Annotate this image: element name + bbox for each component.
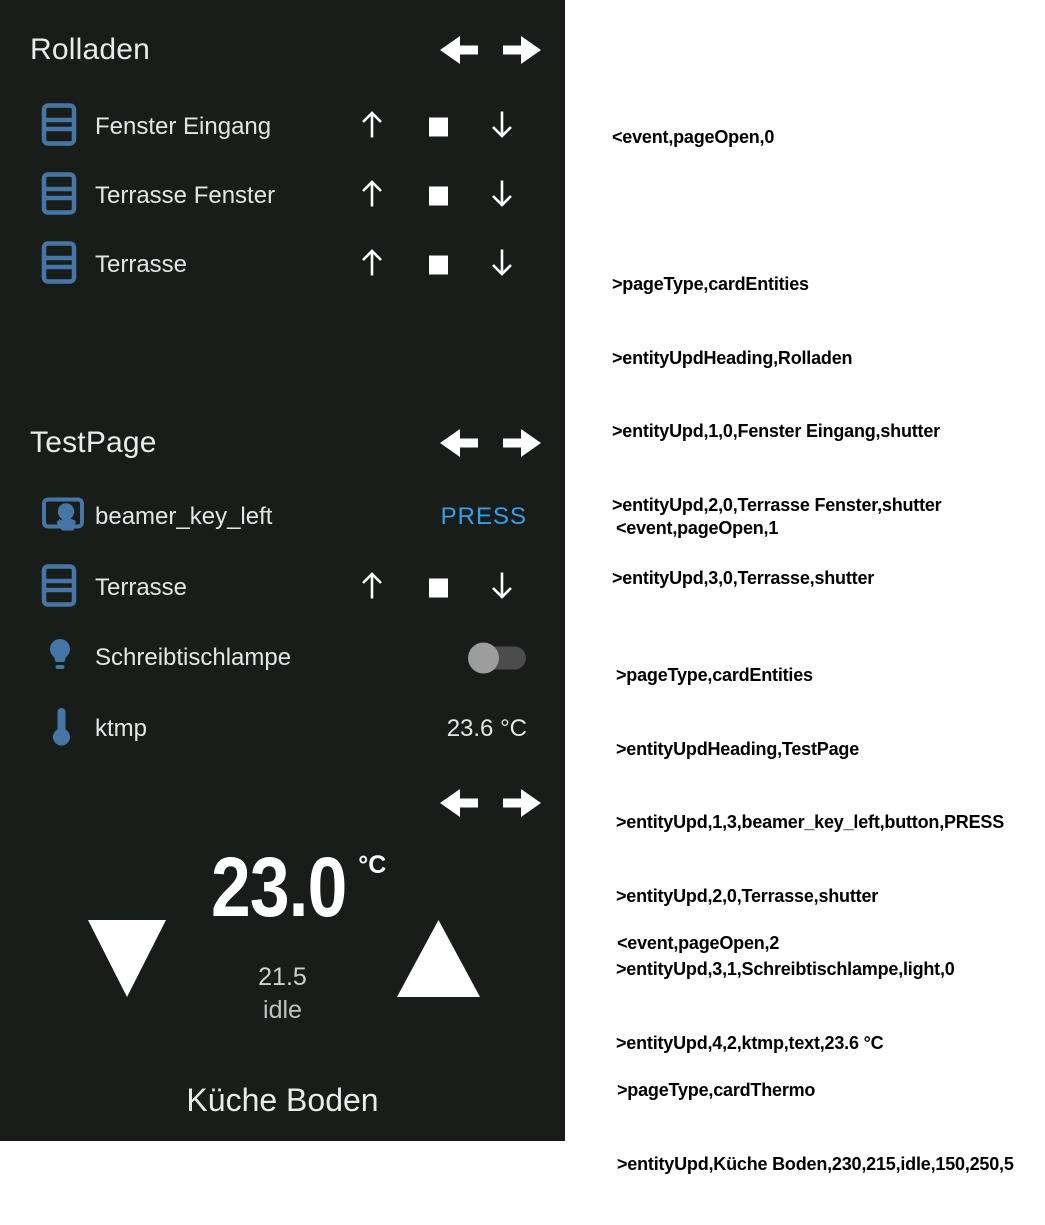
arrow-up-icon: [359, 180, 385, 208]
card-rolladen-header: [0, 30, 565, 70]
log-line: >entityUpdHeading,TestPage: [616, 738, 860, 759]
shutter-stop-button[interactable]: [429, 579, 448, 598]
log-line: >entityUpd,1,0,Fenster Eingang,shutter: [612, 421, 940, 441]
shutter-down-button[interactable]: [489, 180, 515, 213]
shutter-down-button[interactable]: [489, 249, 515, 282]
log-line: >pageType,cardEntities: [612, 274, 809, 294]
current-temperature-value: 23.0: [210, 840, 347, 934]
temperature-unit: °C: [358, 851, 387, 879]
log-line: >entityUpd,3,1,Schreibtischlampe,light,0: [616, 959, 955, 979]
arrow-up-icon: [359, 572, 385, 600]
entity-row: [0, 242, 565, 288]
log-line: >pageType,cardThermo: [617, 1080, 816, 1100]
protocol-log-block-3: [617, 882, 1014, 1225]
entity-label: Terrasse: [95, 251, 188, 278]
log-event-line: <event,pageOpen,2: [617, 933, 780, 953]
arrow-down-icon: [489, 111, 515, 139]
current-temperature: [10, 840, 575, 934]
arrow-up-icon: [359, 249, 385, 277]
shutter-up-button[interactable]: [359, 572, 385, 605]
window-shutter-icon: [40, 103, 78, 152]
light-toggle[interactable]: [468, 643, 528, 674]
press-button[interactable]: PRESS: [440, 503, 527, 530]
entity-label: beamer_key_left: [95, 503, 273, 530]
shutter-down-button[interactable]: [489, 572, 515, 605]
card-testpage-header: [0, 423, 565, 463]
log-line: >entityUpd,3,0,Terrasse,shutter: [612, 568, 875, 588]
window-shutter-icon: [40, 564, 78, 613]
window-shutter-icon: [40, 172, 78, 221]
entity-label: Terrasse Fenster: [95, 182, 276, 209]
shutter-stop-button[interactable]: [429, 256, 448, 275]
thermostat-title: Küche Boden: [186, 1082, 379, 1118]
entity-label: ktmp: [95, 715, 148, 742]
log-event-line: <event,pageOpen,1: [616, 518, 779, 538]
lightbulb-icon: [48, 638, 72, 678]
entity-row: [0, 173, 565, 219]
entity-label: Schreibtischlampe: [95, 644, 292, 671]
log-line: >entityUpdHeading,Rolladen: [612, 347, 853, 368]
log-line: >entityUpd,2,0,Terrasse Fenster,shutter: [612, 494, 942, 515]
shutter-stop-button[interactable]: [429, 187, 448, 206]
prev-page-button[interactable]: [440, 35, 478, 65]
card-thermo-header: [0, 783, 565, 823]
arrow-right-icon: [503, 428, 541, 458]
prev-page-button[interactable]: [440, 428, 478, 458]
entity-label: Terrasse: [95, 574, 188, 601]
arrow-left-icon: [440, 428, 478, 458]
arrow-up-icon: [359, 111, 385, 139]
arrow-left-icon: [440, 788, 478, 818]
log-event-line: <event,pageOpen,0: [612, 127, 775, 147]
arrow-right-icon: [503, 788, 541, 818]
entity-row: [0, 104, 565, 150]
temperature-value: 23.6 °C: [446, 715, 527, 742]
shutter-stop-button[interactable]: [429, 118, 448, 137]
entity-row: [0, 565, 565, 611]
window-shutter-icon: [40, 241, 78, 290]
next-page-button[interactable]: [503, 35, 541, 65]
shutter-up-button[interactable]: [359, 180, 385, 213]
entity-row: [0, 706, 565, 752]
page-title: Rolladen: [30, 33, 151, 66]
gesture-tap-button-icon: [41, 495, 85, 540]
next-page-button[interactable]: [503, 788, 541, 818]
log-line: >entityUpd,2,0,Terrasse,shutter: [616, 885, 879, 906]
shutter-up-button[interactable]: [359, 249, 385, 282]
next-page-button[interactable]: [503, 428, 541, 458]
entity-label: Fenster Eingang: [95, 113, 272, 140]
entity-row: [0, 494, 565, 540]
page-title: TestPage: [30, 426, 157, 459]
arrow-right-icon: [503, 35, 541, 65]
log-line: >entityUpd,1,3,beamer_key_left,button,PRESS: [616, 812, 1005, 832]
log-line: >entityUpd,Küche Boden,230,215,idle,150,250,5: [617, 1153, 1014, 1174]
thermometer-icon: [52, 706, 71, 752]
hvac-state: idle: [263, 996, 302, 1024]
prev-page-button[interactable]: [440, 788, 478, 818]
arrow-left-icon: [440, 35, 478, 65]
log-line: >pageType,cardEntities: [616, 665, 813, 685]
arrow-down-icon: [489, 572, 515, 600]
target-temperature: 21.5: [258, 963, 307, 991]
toggle-knob: [468, 643, 499, 674]
shutter-down-button[interactable]: [489, 111, 515, 144]
arrow-down-icon: [489, 180, 515, 208]
log-line: >entityUpd,4,2,ktmp,text,23.6 °C: [616, 1032, 884, 1053]
shutter-up-button[interactable]: [359, 111, 385, 144]
entity-row: [0, 635, 565, 681]
arrow-down-icon: [489, 249, 515, 277]
